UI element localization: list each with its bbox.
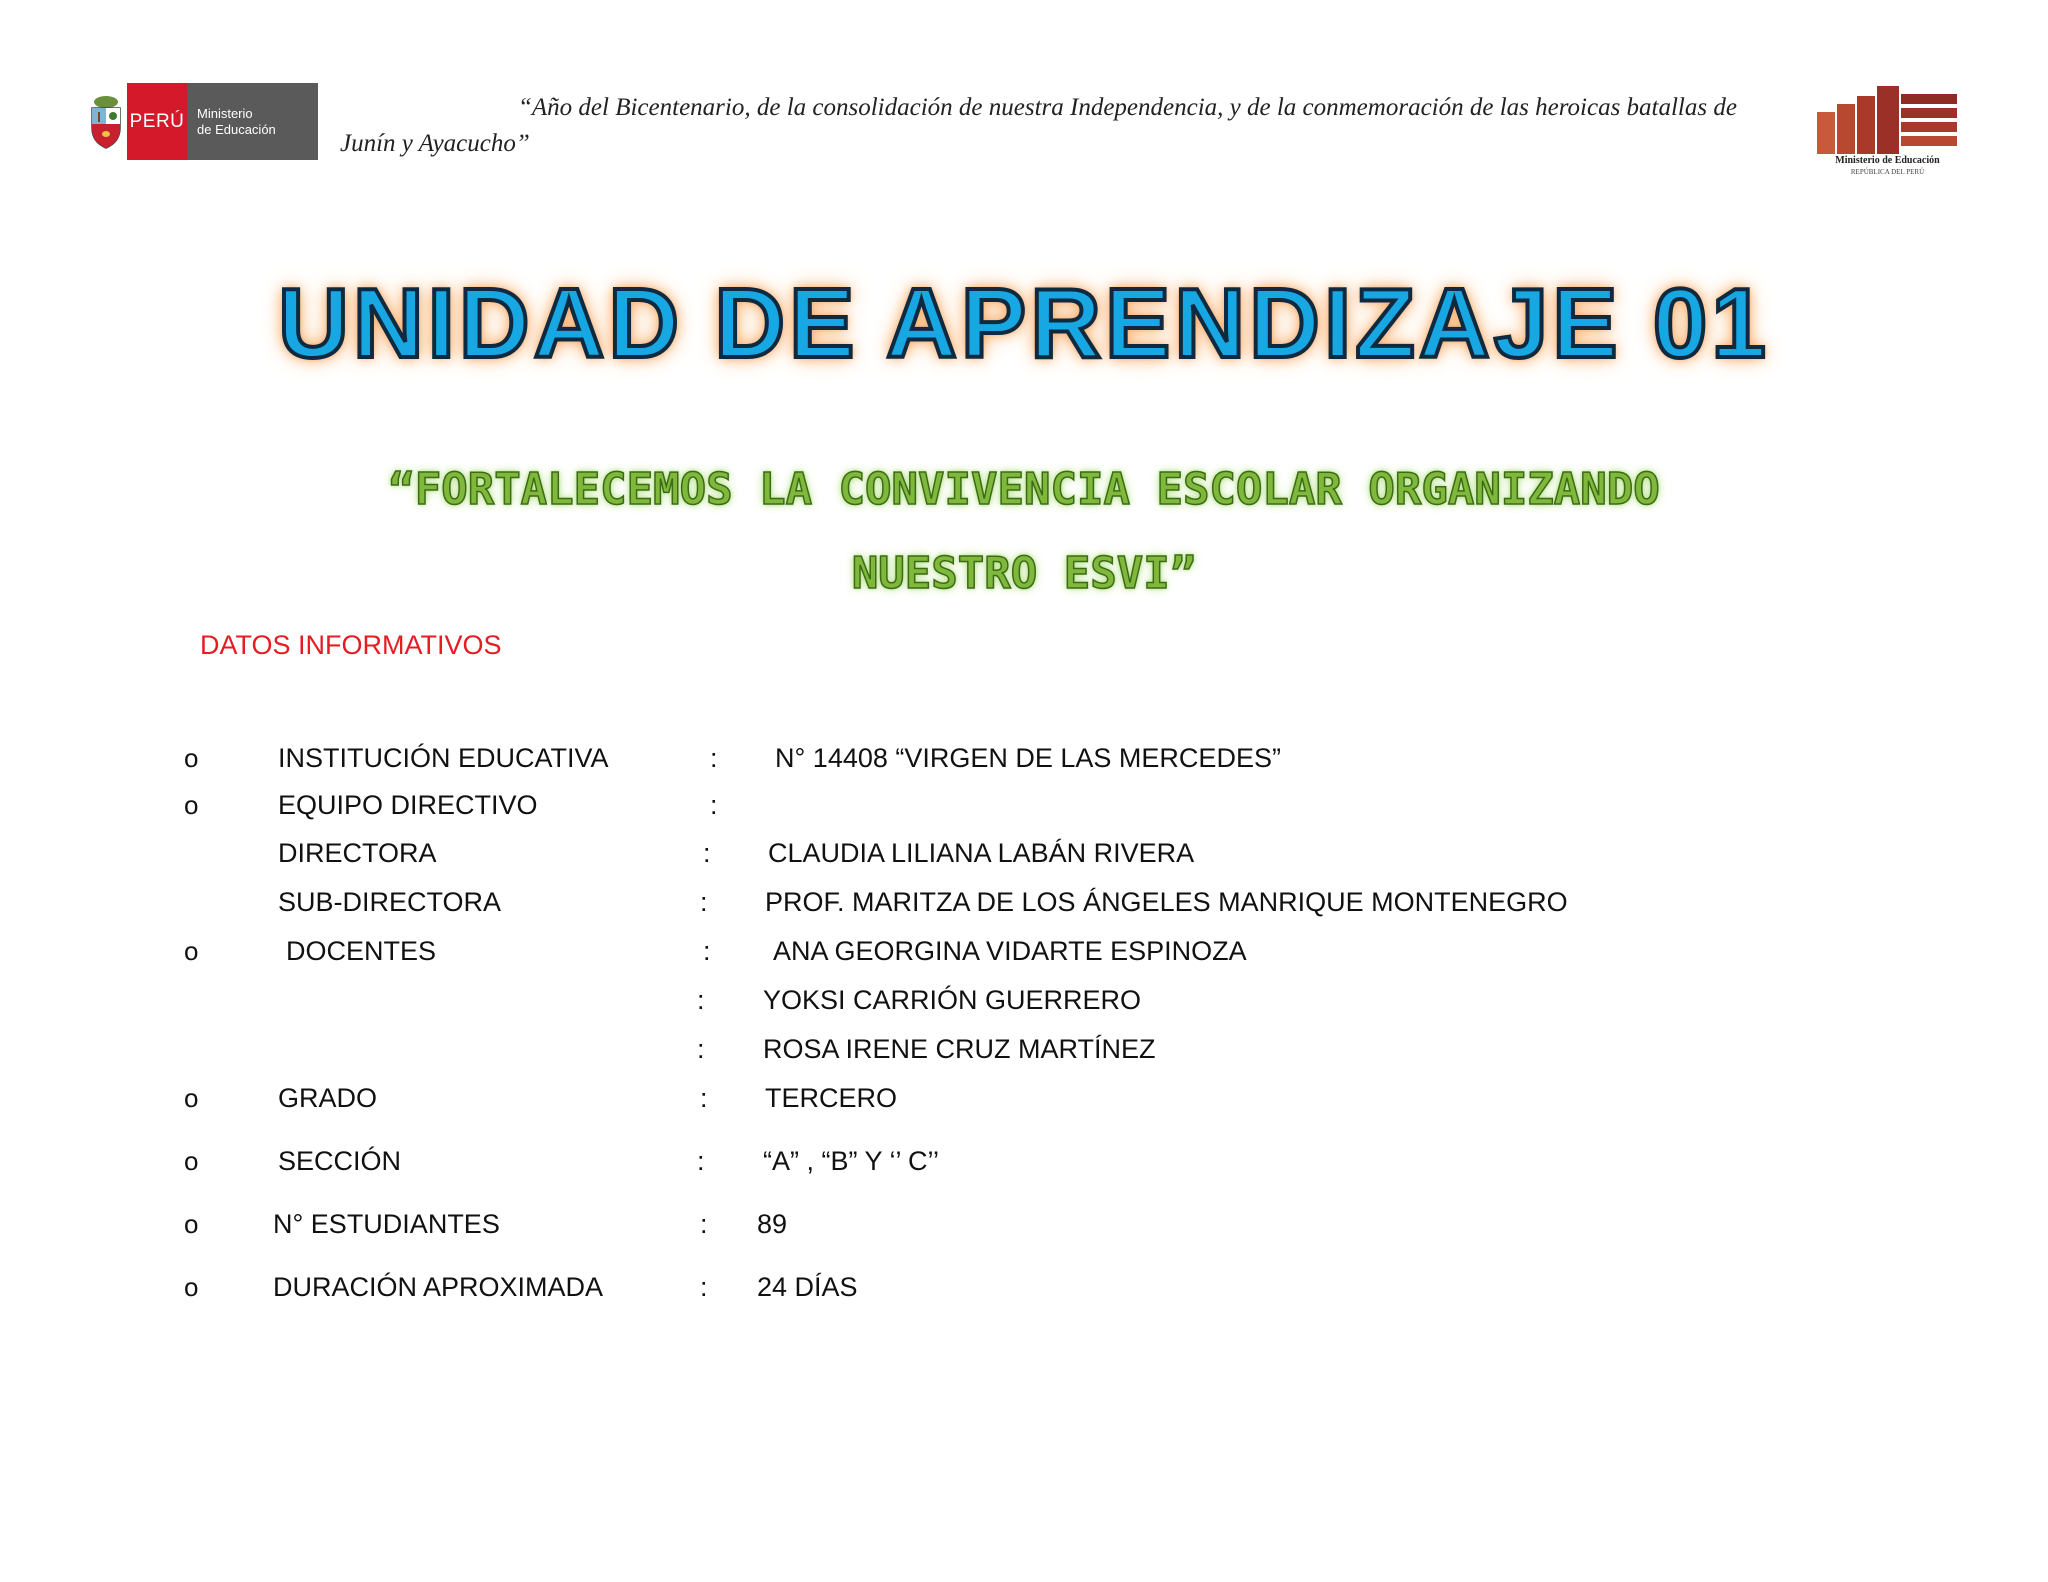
info-label: INSTITUCIÓN EDUCATIVA: [278, 743, 609, 773]
info-value: N° 14408 “VIRGEN DE LAS MERCEDES”: [775, 743, 1281, 773]
info-row: [0, 743, 2048, 779]
bullet-marker: o: [184, 1209, 199, 1239]
info-value: ANA GEORGINA VIDARTE ESPINOZA: [773, 936, 1247, 966]
info-row: [0, 1083, 2048, 1119]
info-label: SECCIÓN: [278, 1146, 402, 1176]
info-colon: :: [700, 887, 708, 917]
ministry-line1: Ministerio: [197, 105, 253, 121]
info-colon: :: [697, 1034, 705, 1064]
info-label: DOCENTES: [286, 936, 437, 966]
info-value: TERCERO: [765, 1083, 898, 1113]
unit-title: UNIDAD DE APRENDIZAJE 01: [278, 268, 1770, 378]
bullet-marker: o: [184, 1146, 199, 1176]
section-heading: DATOS INFORMATIVOS: [200, 630, 502, 660]
bullet-marker: o: [184, 936, 199, 966]
info-row: [0, 1146, 2048, 1182]
bullet-marker: o: [184, 743, 199, 773]
info-row: [0, 936, 2048, 972]
info-row: [0, 838, 2048, 874]
peru-label: PERÚ: [129, 110, 185, 132]
info-row: [0, 1034, 2048, 1070]
info-label: SUB-DIRECTORA: [278, 887, 502, 917]
right-logo-caption: Ministerio de Educación: [1835, 155, 1940, 166]
info-label: DIRECTORA: [278, 838, 437, 868]
info-label: EQUIPO DIRECTIVO: [278, 790, 538, 820]
motto-line1: “Año del Bicentenario, de la consolidación de nuestra Independencia, y de la conmemoración de las heroicas batallas de: [518, 94, 1737, 121]
info-row: [0, 985, 2048, 1021]
motto-line2: Junín y Ayacucho”: [340, 130, 530, 157]
info-value: “A” , “B” Y ‘’ C’’: [763, 1146, 940, 1176]
subtitle-line2: NUESTRO ESVI”: [851, 548, 1197, 599]
bullet-marker: o: [184, 1272, 199, 1302]
info-value: CLAUDIA LILIANA LABÁN RIVERA: [768, 838, 1195, 868]
bullet-marker: o: [184, 790, 199, 820]
info-colon: :: [697, 1146, 705, 1176]
info-label: DURACIÓN APROXIMADA: [273, 1272, 604, 1302]
info-row: [0, 887, 2048, 923]
info-value: ROSA IRENE CRUZ MARTÍNEZ: [763, 1034, 1156, 1064]
info-label: N° ESTUDIANTES: [273, 1209, 500, 1239]
info-value: 24 DÍAS: [757, 1272, 858, 1302]
info-colon: :: [700, 1209, 708, 1239]
info-colon: :: [710, 790, 718, 820]
info-row: [0, 1272, 2048, 1308]
info-colon: :: [700, 1083, 708, 1113]
info-colon: :: [703, 838, 711, 868]
info-colon: :: [697, 985, 705, 1015]
info-colon: :: [700, 1272, 708, 1302]
info-colon: :: [710, 743, 718, 773]
info-value: PROF. MARITZA DE LOS ÁNGELES MANRIQUE MONTENEGRO: [765, 887, 1568, 917]
subtitle-line1: “FORTALECEMOS LA CONVIVENCIA ESCOLAR ORGANIZANDO: [388, 464, 1660, 515]
info-label: GRADO: [278, 1083, 378, 1113]
ministry-line2: de Educación: [197, 121, 276, 137]
info-row: [0, 1209, 2048, 1245]
right-logo-subcaption: REPÚBLICA DEL PERÚ: [1850, 168, 1925, 176]
info-colon: :: [703, 936, 711, 966]
info-value: 89: [757, 1209, 788, 1239]
info-row: [0, 790, 2048, 826]
info-value: YOKSI CARRIÓN GUERRERO: [763, 985, 1142, 1015]
bullet-marker: o: [184, 1083, 199, 1113]
